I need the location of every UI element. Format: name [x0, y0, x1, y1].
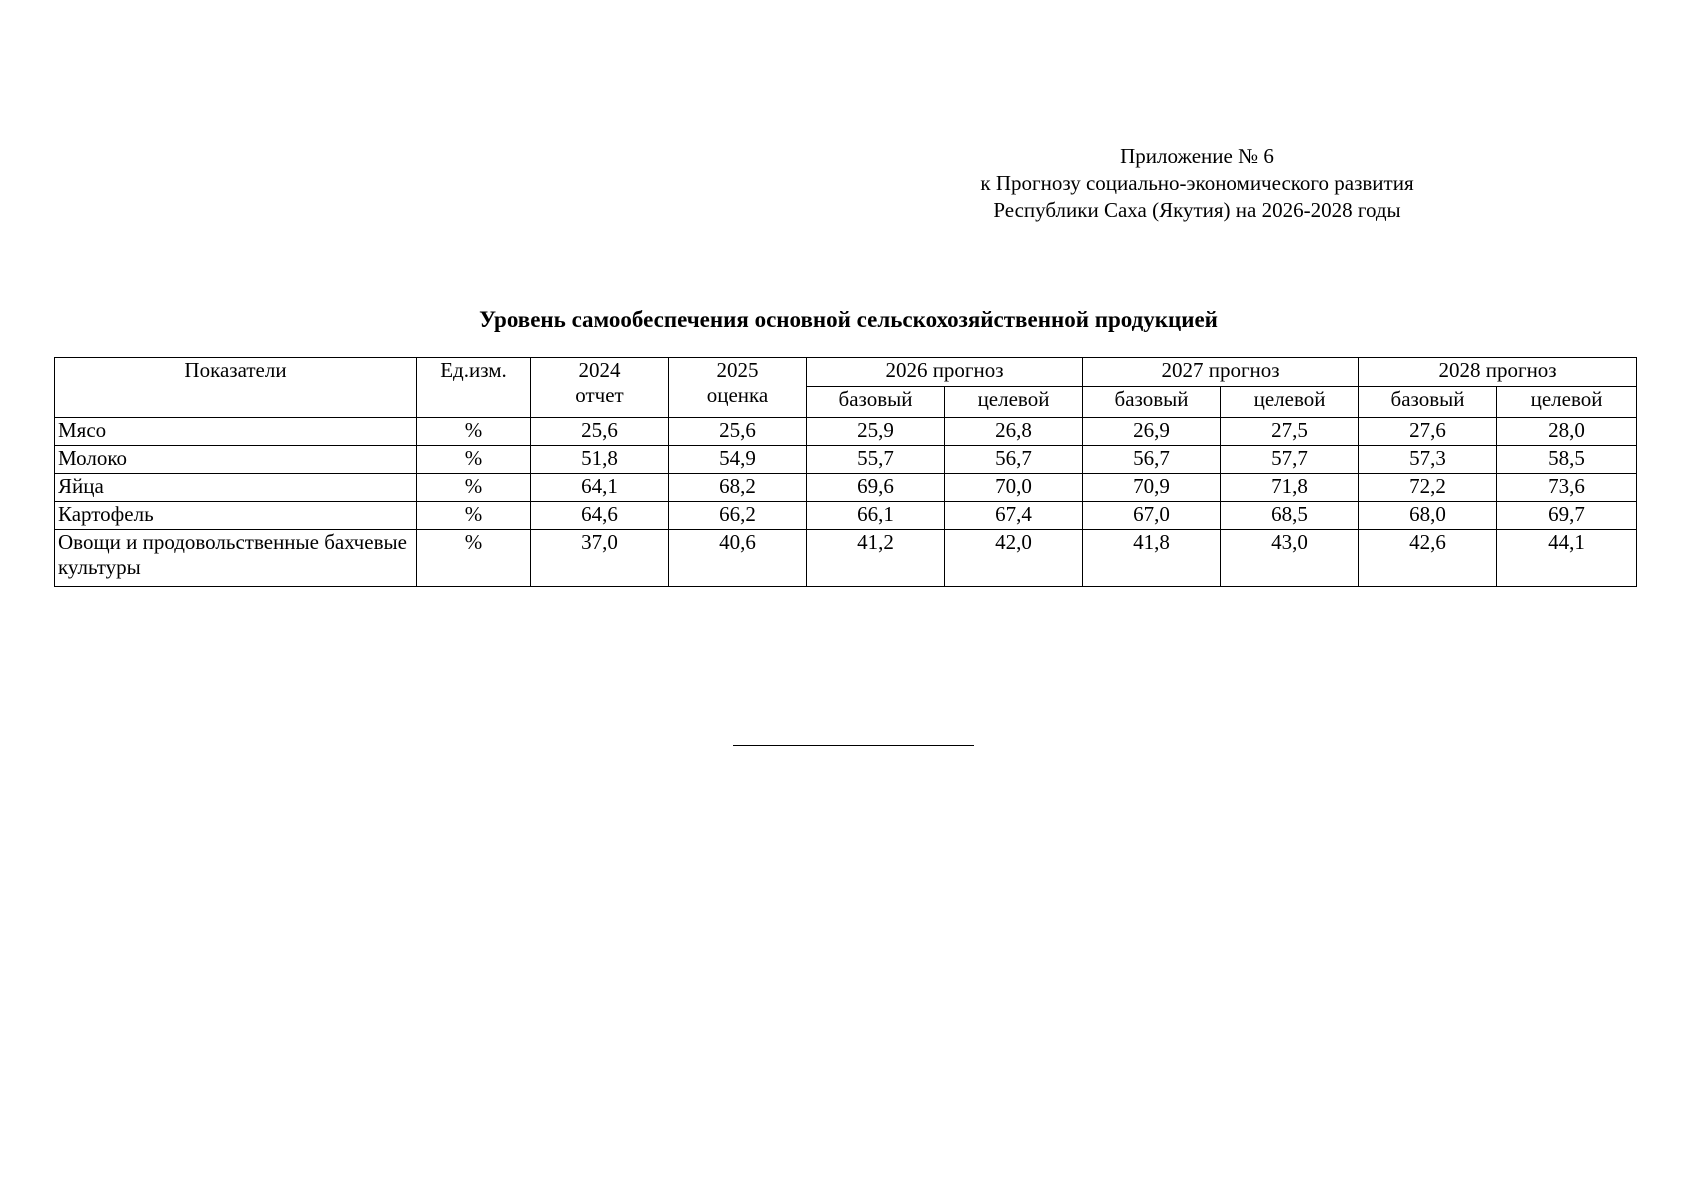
cell-2027-base: 70,9 — [1083, 474, 1221, 502]
cell-2028-target: 44,1 — [1497, 530, 1637, 587]
header-2028-base: базовый — [1359, 387, 1497, 418]
row-unit: % — [417, 474, 531, 502]
appendix-reference: к Прогнозу социально-экономического развития — [980, 171, 1414, 195]
cell-2026-base: 55,7 — [807, 446, 945, 474]
cell-2024: 25,6 — [531, 418, 669, 446]
row-unit: % — [417, 530, 531, 587]
header-2024-sub: отчет — [575, 383, 624, 407]
row-unit: % — [417, 418, 531, 446]
cell-2028-target: 69,7 — [1497, 502, 1637, 530]
cell-2026-target: 26,8 — [945, 418, 1083, 446]
header-2027-forecast: 2027 прогноз — [1083, 358, 1359, 387]
cell-2026-target: 42,0 — [945, 530, 1083, 587]
cell-2026-base: 25,9 — [807, 418, 945, 446]
row-unit: % — [417, 502, 531, 530]
cell-2027-base: 26,9 — [1083, 418, 1221, 446]
cell-2026-base: 69,6 — [807, 474, 945, 502]
header-2025-sub: оценка — [706, 383, 769, 407]
cell-2025: 66,2 — [669, 502, 807, 530]
table-row — [55, 446, 1637, 474]
header-indicator: Показатели — [55, 358, 417, 418]
cell-2026-target: 70,0 — [945, 474, 1083, 502]
cell-2027-target: 68,5 — [1221, 502, 1359, 530]
header-2026-target: целевой — [945, 387, 1083, 418]
cell-2027-target: 43,0 — [1221, 530, 1359, 587]
header-row-1 — [55, 358, 1637, 387]
table-row — [55, 474, 1637, 502]
appendix-reference-period: Республики Саха (Якутия) на 2026-2028 годы — [993, 198, 1401, 222]
header-unit: Ед.изм. — [417, 358, 531, 418]
cell-2025: 40,6 — [669, 530, 807, 587]
cell-2024: 64,6 — [531, 502, 669, 530]
cell-2026-base: 66,1 — [807, 502, 945, 530]
header-2026-base: базовый — [807, 387, 945, 418]
cell-2028-base: 68,0 — [1359, 502, 1497, 530]
cell-2027-target: 57,7 — [1221, 446, 1359, 474]
header-2024-year: 2024 — [578, 358, 621, 382]
cell-2027-target: 71,8 — [1221, 474, 1359, 502]
cell-2028-base: 27,6 — [1359, 418, 1497, 446]
cell-2025: 68,2 — [669, 474, 807, 502]
header-2027-target: целевой — [1221, 387, 1359, 418]
table-row — [55, 502, 1637, 530]
document-title: Уровень самообеспечения основной сельскохозяйственной продукцией — [479, 307, 1218, 332]
row-indicator: Овощи и продовольственные бахчевые культуры — [55, 530, 417, 587]
cell-2026-base: 41,2 — [807, 530, 945, 587]
self-sufficiency-table — [54, 357, 1637, 587]
cell-2028-base: 72,2 — [1359, 474, 1497, 502]
header-2028-forecast: 2028 прогноз — [1359, 358, 1637, 387]
table-row — [55, 418, 1637, 446]
appendix-header — [937, 143, 1457, 224]
ending-rule — [733, 745, 974, 746]
cell-2027-base: 67,0 — [1083, 502, 1221, 530]
cell-2028-base: 42,6 — [1359, 530, 1497, 587]
header-2025 — [669, 358, 807, 418]
cell-2027-base: 41,8 — [1083, 530, 1221, 587]
cell-2024: 51,8 — [531, 446, 669, 474]
row-indicator: Картофель — [55, 502, 417, 530]
header-2027-base: базовый — [1083, 387, 1221, 418]
cell-2024: 64,1 — [531, 474, 669, 502]
header-2024 — [531, 358, 669, 418]
cell-2025: 54,9 — [669, 446, 807, 474]
row-unit: % — [417, 446, 531, 474]
table-row — [55, 530, 1637, 587]
cell-2028-base: 57,3 — [1359, 446, 1497, 474]
row-indicator: Яйца — [55, 474, 417, 502]
cell-2028-target: 28,0 — [1497, 418, 1637, 446]
cell-2028-target: 73,6 — [1497, 474, 1637, 502]
appendix-number: Приложение № 6 — [1120, 144, 1274, 168]
header-2028-target: целевой — [1497, 387, 1637, 418]
header-2025-year: 2025 — [716, 358, 759, 382]
cell-2027-target: 27,5 — [1221, 418, 1359, 446]
cell-2028-target: 58,5 — [1497, 446, 1637, 474]
header-2026-forecast: 2026 прогноз — [807, 358, 1083, 387]
cell-2027-base: 56,7 — [1083, 446, 1221, 474]
cell-2025: 25,6 — [669, 418, 807, 446]
cell-2026-target: 67,4 — [945, 502, 1083, 530]
row-indicator: Мясо — [55, 418, 417, 446]
cell-2024: 37,0 — [531, 530, 669, 587]
row-indicator: Молоко — [55, 446, 417, 474]
cell-2026-target: 56,7 — [945, 446, 1083, 474]
